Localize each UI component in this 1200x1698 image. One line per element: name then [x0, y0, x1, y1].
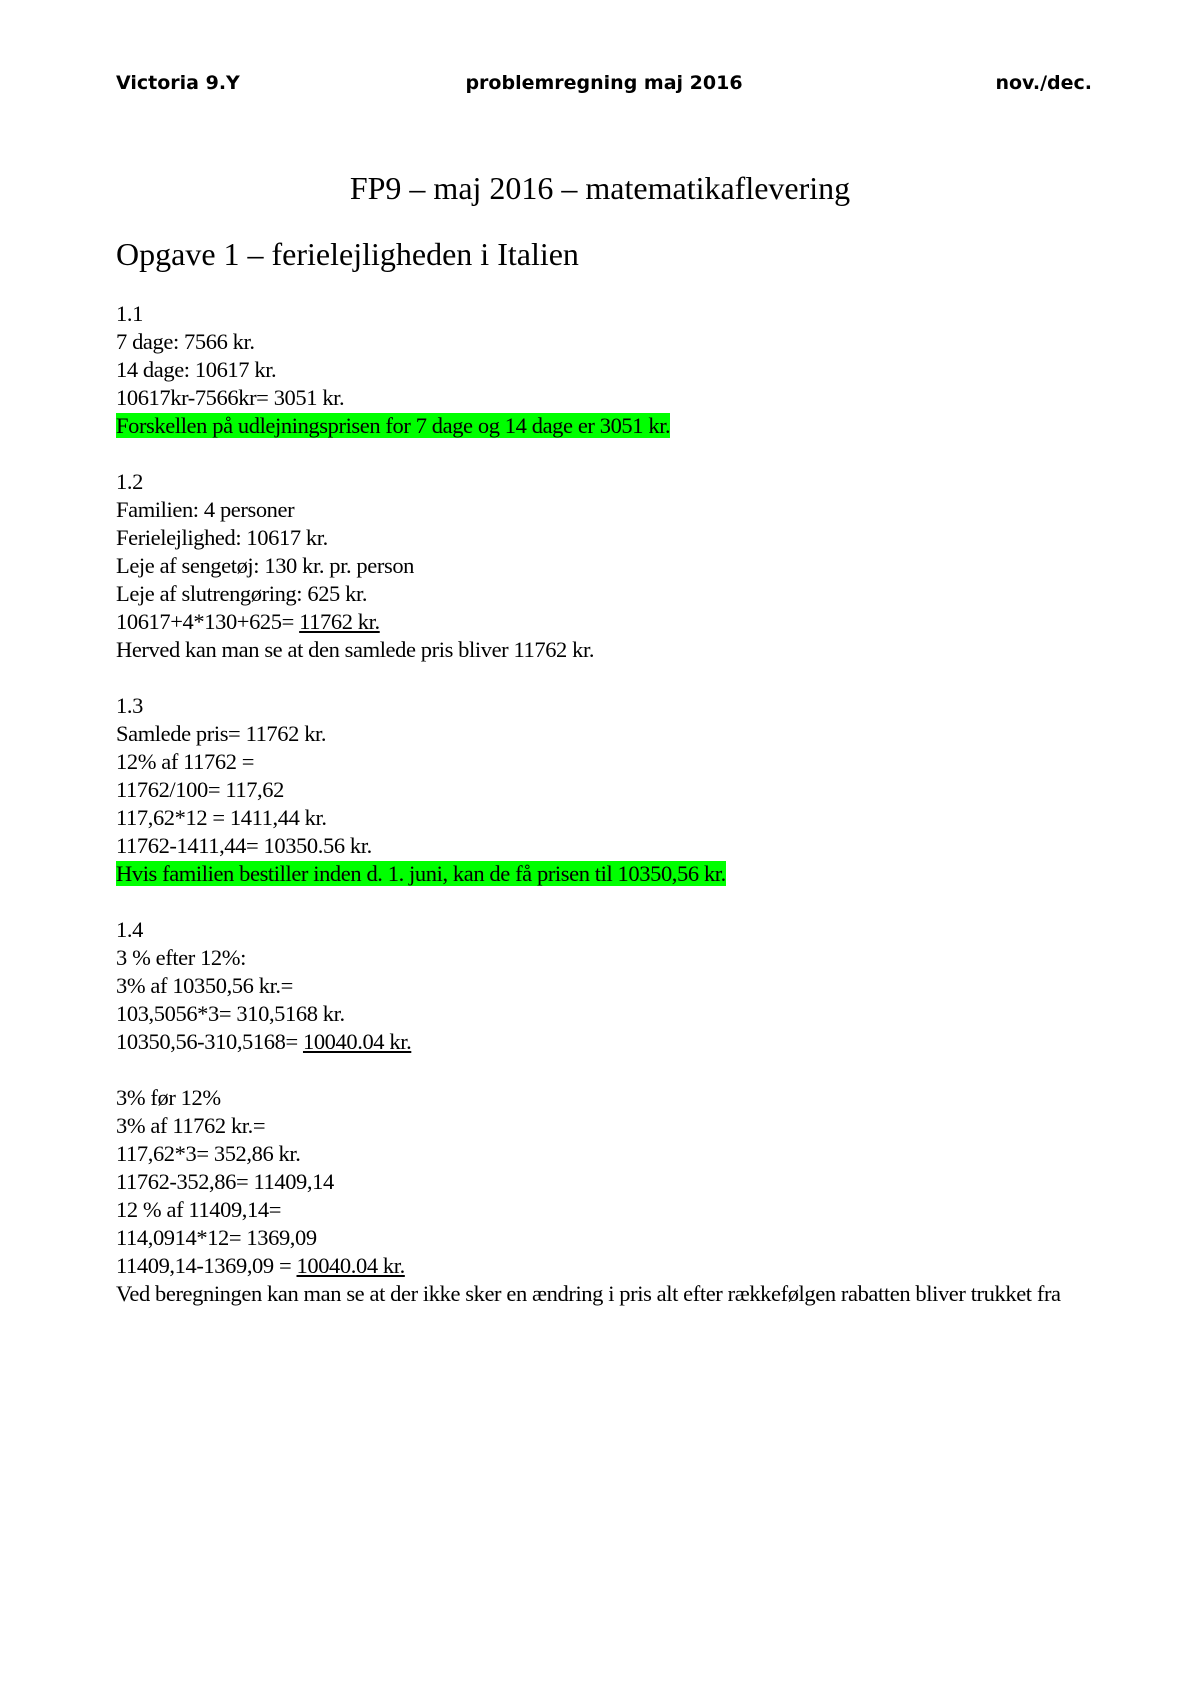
- calculation-line: [116, 1028, 1096, 1056]
- calculation-expression: 10617+4*130+625=: [116, 609, 300, 634]
- section-number-1-4: 1.4: [116, 917, 143, 942]
- spacer: [116, 440, 1096, 468]
- text-line: Leje af slutrengøring: 625 kr.: [116, 581, 368, 606]
- text-line: Leje af sengetøj: 130 kr. pr. person: [116, 553, 415, 578]
- section-number-1-3: 1.3: [116, 693, 143, 718]
- highlighted-answer-1-3: [116, 860, 1096, 888]
- calculation-line: [116, 1252, 1096, 1280]
- answer-highlight: Hvis familien bestiller inden d. 1. juni, kan de få prisen til 10350,56 kr.: [116, 861, 726, 886]
- calculation-expression: 10350,56-310,5168=: [116, 1029, 303, 1054]
- text-line: 3% af 10350,56 kr.=: [116, 973, 293, 998]
- spacer: [116, 1056, 1096, 1084]
- text-line: 117,62*12 = 1411,44 kr.: [116, 805, 327, 830]
- underlined-result: 11762 kr.: [299, 609, 380, 634]
- text-line: 117,62*3= 352,86 kr.: [116, 1141, 301, 1166]
- underlined-result: 10040.04 kr.: [302, 1029, 412, 1054]
- text-line: 11762-352,86= 11409,14: [116, 1169, 334, 1194]
- conclusion-1-2: Herved kan man se at den samlede pris bliver 11762 kr.: [116, 637, 595, 662]
- text-line: Ferielejlighed: 10617 kr.: [116, 525, 328, 550]
- text-line: 12 % af 11409,14=: [116, 1197, 282, 1222]
- header-date: nov./dec.: [995, 72, 1092, 94]
- header-subject: problemregning maj 2016: [465, 72, 743, 94]
- calculation-line: [116, 608, 1096, 636]
- spacer: [116, 664, 1096, 692]
- task-heading: Opgave 1 – ferielejligheden i Italien: [116, 236, 579, 272]
- document-body: [116, 300, 1096, 1308]
- text-line: 14 dage: 10617 kr.: [116, 357, 277, 382]
- text-line: Samlede pris= 11762 kr.: [116, 721, 327, 746]
- section-number-1-2: 1.2: [116, 469, 143, 494]
- conclusion-1-4: Ved beregningen kan man se at der ikke sker en ændring i pris alt efter rækkefølgen rabatten bliver trukket fra: [116, 1281, 1061, 1306]
- text-line: 3 % efter 12%:: [116, 945, 246, 970]
- underlined-result: 10040.04 kr.: [296, 1253, 405, 1278]
- text-line: 11762/100= 117,62: [116, 777, 284, 802]
- text-line: 103,5056*3= 310,5168 kr.: [116, 1001, 345, 1026]
- document-title: FP9 – maj 2016 – matematikaflevering: [349, 170, 851, 206]
- text-line: 10617kr-7566kr= 3051 kr.: [116, 385, 345, 410]
- answer-highlight: Forskellen på udlejningsprisen for 7 dage og 14 dage er 3051 kr.: [116, 413, 671, 438]
- text-line: 11762-1411,44= 10350.56 kr.: [116, 833, 372, 858]
- text-line: 114,0914*12= 1369,09: [116, 1225, 317, 1250]
- calculation-expression: 11409,14-1369,09 =: [116, 1253, 297, 1278]
- text-line: 3% af 11762 kr.=: [116, 1113, 266, 1138]
- page-header: [116, 72, 1092, 102]
- text-line: 7 dage: 7566 kr.: [116, 329, 255, 354]
- spacer: [116, 888, 1096, 916]
- highlighted-answer-1-1: [116, 412, 1096, 440]
- header-author: Victoria 9.Y: [116, 72, 240, 94]
- text-line: Familien: 4 personer: [116, 497, 295, 522]
- text-line: 3% før 12%: [116, 1085, 221, 1110]
- section-number-1-1: 1.1: [116, 301, 143, 326]
- text-line: 12% af 11762 =: [116, 749, 255, 774]
